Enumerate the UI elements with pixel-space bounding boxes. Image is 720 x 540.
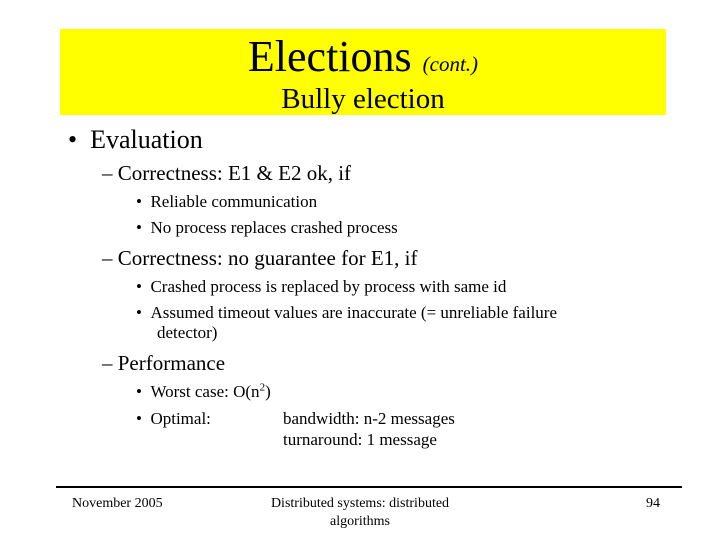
footer-date: November 2005 bbox=[72, 496, 163, 511]
list-item bbox=[136, 409, 211, 429]
bullet-icon: • bbox=[136, 382, 142, 401]
dash-icon: – bbox=[102, 246, 113, 270]
list-item bbox=[136, 218, 398, 238]
dash-icon: – bbox=[102, 161, 113, 185]
dash-icon: – bbox=[102, 351, 113, 375]
optimal-turnaround: turnaround: 1 message bbox=[283, 430, 437, 449]
optimal-bandwidth: bandwidth: n-2 messages bbox=[283, 409, 455, 428]
bullet-icon: • bbox=[68, 125, 78, 154]
bullet-performance bbox=[102, 351, 225, 375]
optimal-label: Optimal: bbox=[150, 409, 211, 428]
list-item bbox=[136, 382, 271, 402]
list-item-continuation: detector) bbox=[157, 323, 218, 342]
footer-course bbox=[255, 495, 465, 531]
evaluation-text: Evaluation bbox=[90, 125, 203, 154]
list-item bbox=[136, 303, 557, 323]
performance-text: Performance bbox=[117, 351, 226, 375]
bullet-correctness-ok bbox=[102, 161, 351, 185]
bullet-icon: • bbox=[136, 277, 142, 296]
correctness-no-text: Correctness: no guarantee for E1, if bbox=[117, 246, 418, 270]
footer-course-line1: Distributed systems: distributed bbox=[270, 496, 450, 511]
bullet-icon: • bbox=[136, 409, 142, 428]
worst-case-exponent: 2 bbox=[259, 381, 266, 394]
bullet-correctness-no bbox=[102, 246, 417, 270]
worst-case-prefix: Worst case: O(n bbox=[150, 382, 260, 401]
slide-title bbox=[60, 33, 666, 88]
worst-case-suffix: ) bbox=[265, 382, 271, 401]
list-item bbox=[136, 277, 506, 297]
bullet-evaluation bbox=[68, 126, 203, 154]
title-text: Elections bbox=[247, 32, 412, 81]
footer-course-line2: algorithms bbox=[330, 514, 390, 529]
footer-page-number: 94 bbox=[646, 496, 660, 511]
title-banner bbox=[60, 29, 666, 115]
bullet-icon: • bbox=[136, 218, 142, 237]
ok-item-text: No process replaces crashed process bbox=[150, 218, 398, 237]
correctness-ok-text: Correctness: E1 & E2 ok, if bbox=[117, 161, 352, 185]
no-item-text: Crashed process is replaced by process with same id bbox=[150, 277, 507, 296]
bullet-icon: • bbox=[136, 303, 142, 322]
title-note: (cont.) bbox=[422, 52, 479, 76]
ok-item-text: Reliable communication bbox=[150, 192, 318, 211]
footer-divider bbox=[56, 486, 682, 488]
slide-subtitle: Bully election bbox=[281, 83, 445, 115]
bullet-icon: • bbox=[136, 192, 142, 211]
list-item bbox=[136, 192, 317, 212]
no-item-text: Assumed timeout values are inaccurate (= unreliable failure bbox=[150, 303, 558, 322]
